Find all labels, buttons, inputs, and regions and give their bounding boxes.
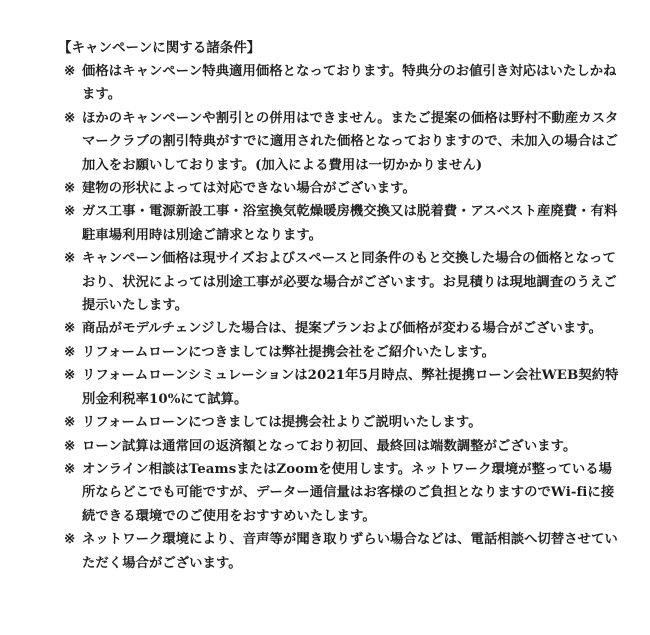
condition-text: オンライン相談はTeamsまたはZoomを使用します。ネットワーク環境が整っている場所ならどこでも可能ですが、データー通信量はお客様のご負担となりますのでWi-fiに接続できる環境でのご使用をおすすめいたします。	[82, 461, 615, 524]
condition-text: ネットワーク環境により、音声等が聞き取りずらい場合などは、電話相談へ切替させていただく場合がございます。	[82, 532, 618, 571]
condition-text: ほかのキャンペーンや割引との併用はできません。またご提案の価格は野村不動産カスタマークラブの割引特典がすでに適用された価格となっておりますので、未加入の場合はご加入をお願いしております。(加入による費用は一切かかりません)	[82, 110, 619, 173]
condition-item-price	[58, 60, 624, 107]
condition-text: 建物の形状によっては対応できない場合がございます。	[82, 181, 416, 197]
note-mark: ※	[64, 181, 76, 197]
note-mark: ※	[64, 251, 76, 267]
condition-item-combination	[58, 107, 624, 177]
note-mark: ※	[64, 368, 76, 384]
condition-text: 価格はキャンペーン特典適用価格となっております。特典分のお値引き対応はいたしかねます。	[82, 64, 617, 103]
condition-text: ローン試算は通常回の返済額となっており初回、最終回は端数調整がございます。	[82, 438, 577, 454]
note-mark: ※	[64, 110, 76, 126]
condition-item-loan-repayment	[58, 435, 624, 458]
condition-item-online-consultation	[58, 458, 624, 528]
condition-item-network	[58, 528, 624, 575]
condition-text: キャンペーン価格は現サイズおよびスペースと同条件のもと交換した場合の価格となっており、状況によっては別途工事が必要な場合がございます。お見積りは現地調査のうえご提示いたします。	[82, 251, 617, 314]
note-mark: ※	[64, 532, 76, 548]
condition-item-loan-explanation	[58, 411, 624, 434]
condition-item-loan-simulation	[58, 364, 624, 411]
condition-text: リフォームローンにつきましては弊社提携会社をご紹介いたします。	[82, 344, 496, 360]
note-mark: ※	[64, 461, 76, 477]
condition-item-model-change	[58, 317, 624, 340]
note-mark: ※	[64, 415, 76, 431]
note-mark: ※	[64, 344, 76, 360]
note-mark: ※	[64, 321, 76, 337]
condition-text: リフォームローンにつきましては提携会社よりご説明いたします。	[82, 415, 482, 431]
condition-text: 商品がモデルチェンジした場合は、提案プランおよび価格が変わる場合がございます。	[82, 321, 603, 337]
condition-item-loan-introduction	[58, 341, 624, 364]
condition-item-extra-costs	[58, 200, 624, 247]
note-mark: ※	[64, 204, 76, 220]
note-mark: ※	[64, 438, 76, 454]
condition-text: ガス工事・電源新設工事・浴室換気乾燥暖房機交換又は脱着費・アスベスト産廃費・有料駐車場利用時は別途ご請求となります。	[82, 204, 618, 243]
note-mark: ※	[64, 64, 76, 79]
condition-item-campaign-price	[58, 247, 624, 317]
conditions-list	[58, 60, 624, 575]
conditions-heading: 【キャンペーンに関する諸条件】	[58, 40, 261, 56]
condition-item-building-shape	[58, 177, 624, 200]
campaign-conditions	[58, 37, 624, 575]
condition-text: リフォームローンシミュレーションは2021年5月時点、弊社提携ローン会社WEB契約特別金利税率10%にて試算。	[82, 368, 619, 407]
